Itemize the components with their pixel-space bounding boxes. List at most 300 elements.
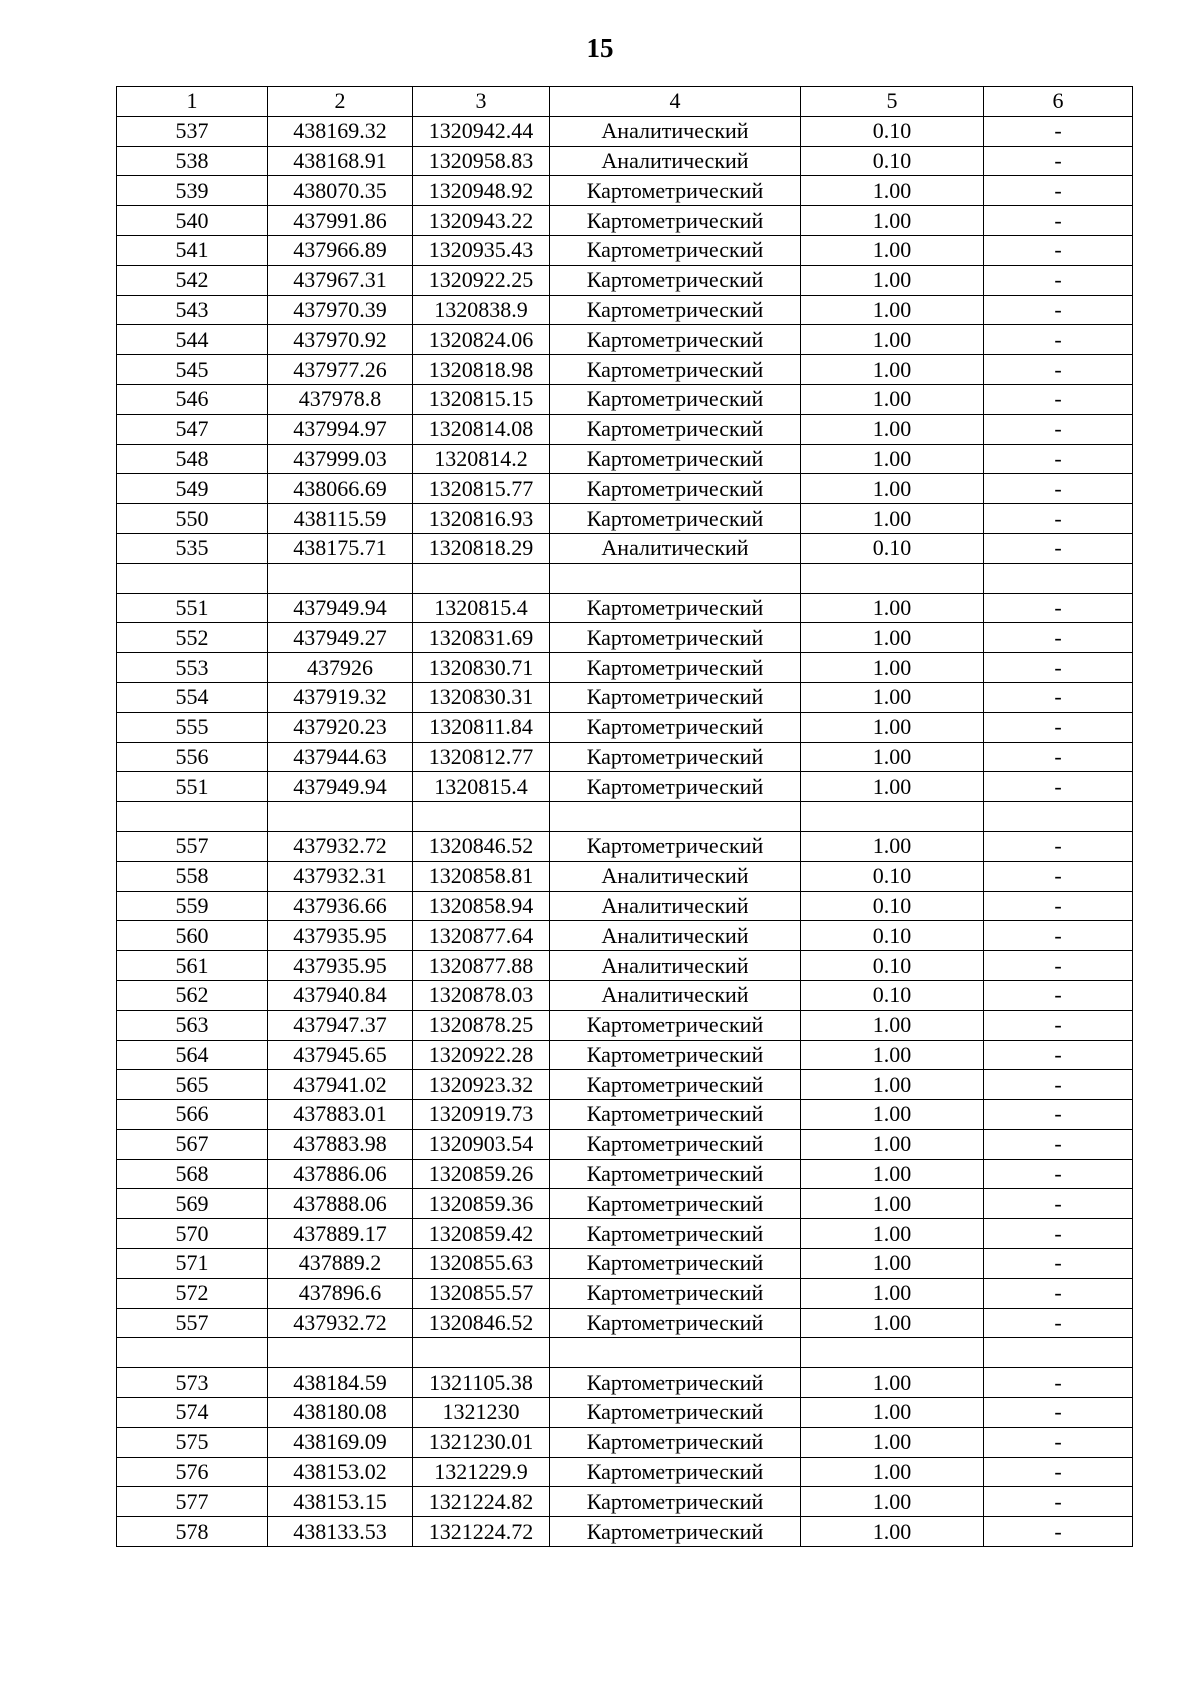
description-cell: - xyxy=(984,1457,1133,1487)
accuracy-cell: 0.10 xyxy=(801,980,984,1010)
description-cell: - xyxy=(984,355,1133,385)
description-cell: - xyxy=(984,921,1133,951)
table-row xyxy=(117,206,1133,236)
y-coordinate-cell: 1321105.38 xyxy=(413,1368,550,1398)
method-cell: Картометрический xyxy=(550,1219,801,1249)
x-coordinate-cell: 438153.02 xyxy=(268,1457,413,1487)
point-number-cell xyxy=(117,1338,268,1368)
y-coordinate-cell: 1320815.4 xyxy=(413,593,550,623)
description-cell: - xyxy=(984,1278,1133,1308)
table-row xyxy=(117,623,1133,653)
accuracy-cell: 1.00 xyxy=(801,1010,984,1040)
accuracy-cell: 1.00 xyxy=(801,1487,984,1517)
description-cell: - xyxy=(984,623,1133,653)
table-row xyxy=(117,1308,1133,1338)
accuracy-cell: 1.00 xyxy=(801,474,984,504)
x-coordinate-cell: 437920.23 xyxy=(268,712,413,742)
table-row xyxy=(117,772,1133,802)
table-header xyxy=(117,87,1133,117)
y-coordinate-cell: 1320838.9 xyxy=(413,295,550,325)
point-number-cell: 576 xyxy=(117,1457,268,1487)
x-coordinate-cell: 437967.31 xyxy=(268,265,413,295)
description-cell xyxy=(984,1338,1133,1368)
table-row xyxy=(117,1100,1133,1130)
method-cell: Картометрический xyxy=(550,1278,801,1308)
table-row xyxy=(117,980,1133,1010)
coordinates-table xyxy=(116,86,1133,1547)
point-number-cell: 566 xyxy=(117,1100,268,1130)
description-cell: - xyxy=(984,1070,1133,1100)
method-cell: Картометрический xyxy=(550,474,801,504)
y-coordinate-cell: 1320859.42 xyxy=(413,1219,550,1249)
header-cell-1: 1 xyxy=(117,87,268,117)
method-cell: Картометрический xyxy=(550,1308,801,1338)
point-number-cell: 548 xyxy=(117,444,268,474)
accuracy-cell: 1.00 xyxy=(801,742,984,772)
method-cell: Картометрический xyxy=(550,593,801,623)
description-cell: - xyxy=(984,1129,1133,1159)
accuracy-cell xyxy=(801,563,984,593)
description-cell: - xyxy=(984,116,1133,146)
accuracy-cell: 0.10 xyxy=(801,921,984,951)
accuracy-cell: 1.00 xyxy=(801,623,984,653)
method-cell: Картометрический xyxy=(550,1249,801,1279)
description-cell: - xyxy=(984,176,1133,206)
y-coordinate-cell: 1320903.54 xyxy=(413,1129,550,1159)
method-cell: Картометрический xyxy=(550,1189,801,1219)
header-cell-5: 5 xyxy=(801,87,984,117)
y-coordinate-cell: 1320859.36 xyxy=(413,1189,550,1219)
y-coordinate-cell: 1320830.31 xyxy=(413,682,550,712)
accuracy-cell: 1.00 xyxy=(801,235,984,265)
point-number-cell: 551 xyxy=(117,772,268,802)
accuracy-cell: 0.10 xyxy=(801,116,984,146)
accuracy-cell: 1.00 xyxy=(801,593,984,623)
method-cell: Картометрический xyxy=(550,504,801,534)
x-coordinate-cell: 437949.94 xyxy=(268,593,413,623)
point-number-cell: 542 xyxy=(117,265,268,295)
table-row xyxy=(117,295,1133,325)
y-coordinate-cell: 1320942.44 xyxy=(413,116,550,146)
x-coordinate-cell: 438133.53 xyxy=(268,1517,413,1547)
point-number-cell: 563 xyxy=(117,1010,268,1040)
y-coordinate-cell: 1320816.93 xyxy=(413,504,550,534)
accuracy-cell: 0.10 xyxy=(801,146,984,176)
description-cell: - xyxy=(984,265,1133,295)
table-row xyxy=(117,1070,1133,1100)
accuracy-cell: 1.00 xyxy=(801,1159,984,1189)
point-number-cell: 546 xyxy=(117,384,268,414)
table-row xyxy=(117,831,1133,861)
description-cell: - xyxy=(984,295,1133,325)
point-number-cell: 565 xyxy=(117,1070,268,1100)
method-cell: Картометрический xyxy=(550,1010,801,1040)
table-row-separator xyxy=(117,1338,1133,1368)
table-row xyxy=(117,1159,1133,1189)
method-cell: Картометрический xyxy=(550,623,801,653)
x-coordinate-cell: 437936.66 xyxy=(268,891,413,921)
y-coordinate-cell: 1320815.77 xyxy=(413,474,550,504)
table-row xyxy=(117,1010,1133,1040)
accuracy-cell: 1.00 xyxy=(801,295,984,325)
x-coordinate-cell: 437926 xyxy=(268,653,413,683)
y-coordinate-cell: 1320923.32 xyxy=(413,1070,550,1100)
x-coordinate-cell: 437977.26 xyxy=(268,355,413,385)
table-row xyxy=(117,891,1133,921)
point-number-cell: 538 xyxy=(117,146,268,176)
description-cell: - xyxy=(984,891,1133,921)
method-cell: Картометрический xyxy=(550,414,801,444)
description-cell: - xyxy=(984,1398,1133,1428)
point-number-cell: 562 xyxy=(117,980,268,1010)
accuracy-cell: 0.10 xyxy=(801,861,984,891)
table-row xyxy=(117,1249,1133,1279)
point-number-cell: 537 xyxy=(117,116,268,146)
table-row xyxy=(117,682,1133,712)
x-coordinate-cell: 437886.06 xyxy=(268,1159,413,1189)
description-cell: - xyxy=(984,1010,1133,1040)
accuracy-cell: 1.00 xyxy=(801,1100,984,1130)
point-number-cell: 560 xyxy=(117,921,268,951)
method-cell: Картометрический xyxy=(550,1040,801,1070)
description-cell: - xyxy=(984,1427,1133,1457)
accuracy-cell: 1.00 xyxy=(801,444,984,474)
x-coordinate-cell xyxy=(268,563,413,593)
header-cell-2: 2 xyxy=(268,87,413,117)
point-number-cell: 547 xyxy=(117,414,268,444)
method-cell: Картометрический xyxy=(550,742,801,772)
table-row-separator xyxy=(117,563,1133,593)
point-number-cell: 571 xyxy=(117,1249,268,1279)
accuracy-cell: 1.00 xyxy=(801,1070,984,1100)
x-coordinate-cell: 438184.59 xyxy=(268,1368,413,1398)
method-cell: Картометрический xyxy=(550,1070,801,1100)
table-row xyxy=(117,1368,1133,1398)
header-cell-3: 3 xyxy=(413,87,550,117)
table-row xyxy=(117,742,1133,772)
description-cell: - xyxy=(984,504,1133,534)
x-coordinate-cell: 438115.59 xyxy=(268,504,413,534)
point-number-cell: 568 xyxy=(117,1159,268,1189)
point-number-cell: 572 xyxy=(117,1278,268,1308)
accuracy-cell: 1.00 xyxy=(801,1249,984,1279)
table-row xyxy=(117,504,1133,534)
description-cell: - xyxy=(984,861,1133,891)
y-coordinate-cell: 1320922.25 xyxy=(413,265,550,295)
description-cell: - xyxy=(984,593,1133,623)
x-coordinate-cell: 437966.89 xyxy=(268,235,413,265)
x-coordinate-cell: 437919.32 xyxy=(268,682,413,712)
method-cell: Картометрический xyxy=(550,831,801,861)
accuracy-cell: 1.00 xyxy=(801,653,984,683)
table-row xyxy=(117,1219,1133,1249)
description-cell: - xyxy=(984,1249,1133,1279)
method-cell: Картометрический xyxy=(550,355,801,385)
table-row xyxy=(117,355,1133,385)
method-cell: Картометрический xyxy=(550,682,801,712)
y-coordinate-cell: 1320858.81 xyxy=(413,861,550,891)
description-cell: - xyxy=(984,1040,1133,1070)
description-cell: - xyxy=(984,146,1133,176)
table-row xyxy=(117,1487,1133,1517)
point-number-cell: 557 xyxy=(117,1308,268,1338)
x-coordinate-cell: 437947.37 xyxy=(268,1010,413,1040)
description-cell: - xyxy=(984,1368,1133,1398)
y-coordinate-cell: 1320812.77 xyxy=(413,742,550,772)
accuracy-cell: 1.00 xyxy=(801,265,984,295)
table-row xyxy=(117,414,1133,444)
y-coordinate-cell: 1320935.43 xyxy=(413,235,550,265)
y-coordinate-cell xyxy=(413,802,550,832)
table-row xyxy=(117,384,1133,414)
accuracy-cell: 1.00 xyxy=(801,831,984,861)
accuracy-cell: 1.00 xyxy=(801,1368,984,1398)
point-number-cell: 552 xyxy=(117,623,268,653)
accuracy-cell: 1.00 xyxy=(801,772,984,802)
point-number-cell: 561 xyxy=(117,951,268,981)
x-coordinate-cell: 437945.65 xyxy=(268,1040,413,1070)
y-coordinate-cell: 1320830.71 xyxy=(413,653,550,683)
table-row xyxy=(117,593,1133,623)
description-cell: - xyxy=(984,206,1133,236)
x-coordinate-cell: 438153.15 xyxy=(268,1487,413,1517)
x-coordinate-cell: 437932.31 xyxy=(268,861,413,891)
accuracy-cell: 1.00 xyxy=(801,712,984,742)
point-number-cell xyxy=(117,563,268,593)
method-cell: Аналитический xyxy=(550,116,801,146)
table-row xyxy=(117,533,1133,563)
description-cell: - xyxy=(984,533,1133,563)
x-coordinate-cell: 437932.72 xyxy=(268,831,413,861)
accuracy-cell: 1.00 xyxy=(801,414,984,444)
point-number-cell: 577 xyxy=(117,1487,268,1517)
description-cell: - xyxy=(984,712,1133,742)
table-row xyxy=(117,861,1133,891)
method-cell: Картометрический xyxy=(550,325,801,355)
header-row xyxy=(117,87,1133,117)
method-cell: Картометрический xyxy=(550,1517,801,1547)
accuracy-cell: 1.00 xyxy=(801,206,984,236)
y-coordinate-cell: 1320846.52 xyxy=(413,1308,550,1338)
point-number-cell: 573 xyxy=(117,1368,268,1398)
x-coordinate-cell: 437935.95 xyxy=(268,951,413,981)
x-coordinate-cell: 437944.63 xyxy=(268,742,413,772)
method-cell: Картометрический xyxy=(550,1368,801,1398)
y-coordinate-cell: 1321224.82 xyxy=(413,1487,550,1517)
y-coordinate-cell: 1320859.26 xyxy=(413,1159,550,1189)
y-coordinate-cell: 1320814.08 xyxy=(413,414,550,444)
accuracy-cell: 1.00 xyxy=(801,1398,984,1428)
y-coordinate-cell: 1320815.4 xyxy=(413,772,550,802)
description-cell: - xyxy=(984,831,1133,861)
point-number-cell xyxy=(117,802,268,832)
accuracy-cell: 1.00 xyxy=(801,1517,984,1547)
y-coordinate-cell: 1320818.29 xyxy=(413,533,550,563)
y-coordinate-cell xyxy=(413,563,550,593)
table-row-separator xyxy=(117,802,1133,832)
description-cell: - xyxy=(984,1159,1133,1189)
table-row xyxy=(117,1278,1133,1308)
x-coordinate-cell: 437883.01 xyxy=(268,1100,413,1130)
table-row xyxy=(117,176,1133,206)
accuracy-cell: 1.00 xyxy=(801,325,984,355)
x-coordinate-cell: 437932.72 xyxy=(268,1308,413,1338)
y-coordinate-cell: 1320818.98 xyxy=(413,355,550,385)
x-coordinate-cell: 437889.2 xyxy=(268,1249,413,1279)
x-coordinate-cell: 437883.98 xyxy=(268,1129,413,1159)
x-coordinate-cell: 438169.09 xyxy=(268,1427,413,1457)
accuracy-cell: 0.10 xyxy=(801,891,984,921)
table-row xyxy=(117,1427,1133,1457)
x-coordinate-cell: 437991.86 xyxy=(268,206,413,236)
method-cell: Картометрический xyxy=(550,1427,801,1457)
table-row xyxy=(117,1457,1133,1487)
y-coordinate-cell: 1320846.52 xyxy=(413,831,550,861)
point-number-cell: 535 xyxy=(117,533,268,563)
method-cell xyxy=(550,1338,801,1368)
x-coordinate-cell: 438070.35 xyxy=(268,176,413,206)
point-number-cell: 543 xyxy=(117,295,268,325)
method-cell: Картометрический xyxy=(550,206,801,236)
description-cell: - xyxy=(984,951,1133,981)
description-cell: - xyxy=(984,653,1133,683)
method-cell: Картометрический xyxy=(550,265,801,295)
accuracy-cell: 0.10 xyxy=(801,533,984,563)
table-row xyxy=(117,265,1133,295)
method-cell: Аналитический xyxy=(550,533,801,563)
y-coordinate-cell: 1320824.06 xyxy=(413,325,550,355)
point-number-cell: 557 xyxy=(117,831,268,861)
header-cell-6: 6 xyxy=(984,87,1133,117)
table-row xyxy=(117,1189,1133,1219)
accuracy-cell: 1.00 xyxy=(801,176,984,206)
description-cell: - xyxy=(984,1487,1133,1517)
x-coordinate-cell: 437935.95 xyxy=(268,921,413,951)
point-number-cell: 554 xyxy=(117,682,268,712)
description-cell: - xyxy=(984,1517,1133,1547)
method-cell: Картометрический xyxy=(550,1487,801,1517)
y-coordinate-cell: 1321224.72 xyxy=(413,1517,550,1547)
accuracy-cell: 0.10 xyxy=(801,951,984,981)
method-cell xyxy=(550,802,801,832)
point-number-cell: 540 xyxy=(117,206,268,236)
header-cell-4: 4 xyxy=(550,87,801,117)
table-row xyxy=(117,712,1133,742)
y-coordinate-cell: 1320815.15 xyxy=(413,384,550,414)
x-coordinate-cell: 438169.32 xyxy=(268,116,413,146)
x-coordinate-cell: 437970.39 xyxy=(268,295,413,325)
y-coordinate-cell: 1320878.03 xyxy=(413,980,550,1010)
description-cell: - xyxy=(984,1100,1133,1130)
description-cell: - xyxy=(984,1219,1133,1249)
x-coordinate-cell: 437949.94 xyxy=(268,772,413,802)
y-coordinate-cell: 1321229.9 xyxy=(413,1457,550,1487)
description-cell: - xyxy=(984,682,1133,712)
method-cell: Картометрический xyxy=(550,712,801,742)
y-coordinate-cell: 1320948.92 xyxy=(413,176,550,206)
point-number-cell: 556 xyxy=(117,742,268,772)
point-number-cell: 578 xyxy=(117,1517,268,1547)
point-number-cell: 569 xyxy=(117,1189,268,1219)
y-coordinate-cell: 1320922.28 xyxy=(413,1040,550,1070)
point-number-cell: 570 xyxy=(117,1219,268,1249)
point-number-cell: 559 xyxy=(117,891,268,921)
table-row xyxy=(117,921,1133,951)
point-number-cell: 574 xyxy=(117,1398,268,1428)
point-number-cell: 544 xyxy=(117,325,268,355)
y-coordinate-cell: 1320855.63 xyxy=(413,1249,550,1279)
x-coordinate-cell: 437940.84 xyxy=(268,980,413,1010)
description-cell: - xyxy=(984,1308,1133,1338)
table-row xyxy=(117,1040,1133,1070)
description-cell: - xyxy=(984,235,1133,265)
description-cell xyxy=(984,802,1133,832)
table-row xyxy=(117,235,1133,265)
x-coordinate-cell: 437999.03 xyxy=(268,444,413,474)
accuracy-cell: 1.00 xyxy=(801,1457,984,1487)
description-cell: - xyxy=(984,742,1133,772)
table-row xyxy=(117,146,1133,176)
table-body xyxy=(117,116,1133,1546)
description-cell: - xyxy=(984,1189,1133,1219)
x-coordinate-cell: 438168.91 xyxy=(268,146,413,176)
method-cell: Аналитический xyxy=(550,980,801,1010)
y-coordinate-cell: 1320919.73 xyxy=(413,1100,550,1130)
x-coordinate-cell xyxy=(268,802,413,832)
accuracy-cell xyxy=(801,1338,984,1368)
description-cell: - xyxy=(984,980,1133,1010)
accuracy-cell: 1.00 xyxy=(801,355,984,385)
accuracy-cell xyxy=(801,802,984,832)
accuracy-cell: 1.00 xyxy=(801,1129,984,1159)
table-row xyxy=(117,325,1133,355)
y-coordinate-cell: 1320877.88 xyxy=(413,951,550,981)
accuracy-cell: 1.00 xyxy=(801,1040,984,1070)
method-cell: Картометрический xyxy=(550,295,801,325)
table-row xyxy=(117,116,1133,146)
description-cell xyxy=(984,563,1133,593)
page-number: 15 xyxy=(586,33,614,63)
point-number-cell: 539 xyxy=(117,176,268,206)
x-coordinate-cell: 437889.17 xyxy=(268,1219,413,1249)
x-coordinate-cell: 437888.06 xyxy=(268,1189,413,1219)
method-cell xyxy=(550,563,801,593)
point-number-cell: 545 xyxy=(117,355,268,385)
method-cell: Картометрический xyxy=(550,1457,801,1487)
description-cell: - xyxy=(984,444,1133,474)
method-cell: Картометрический xyxy=(550,772,801,802)
y-coordinate-cell: 1320831.69 xyxy=(413,623,550,653)
x-coordinate-cell: 438175.71 xyxy=(268,533,413,563)
x-coordinate-cell: 437941.02 xyxy=(268,1070,413,1100)
point-number-cell: 558 xyxy=(117,861,268,891)
accuracy-cell: 1.00 xyxy=(801,682,984,712)
table-row xyxy=(117,951,1133,981)
description-cell: - xyxy=(984,474,1133,504)
accuracy-cell: 1.00 xyxy=(801,1278,984,1308)
y-coordinate-cell: 1320855.57 xyxy=(413,1278,550,1308)
y-coordinate-cell: 1321230.01 xyxy=(413,1427,550,1457)
y-coordinate-cell xyxy=(413,1338,550,1368)
accuracy-cell: 1.00 xyxy=(801,1219,984,1249)
y-coordinate-cell: 1320858.94 xyxy=(413,891,550,921)
x-coordinate-cell: 437896.6 xyxy=(268,1278,413,1308)
method-cell: Аналитический xyxy=(550,861,801,891)
table-row xyxy=(117,653,1133,683)
method-cell: Картометрический xyxy=(550,1129,801,1159)
method-cell: Картометрический xyxy=(550,235,801,265)
table-row xyxy=(117,474,1133,504)
